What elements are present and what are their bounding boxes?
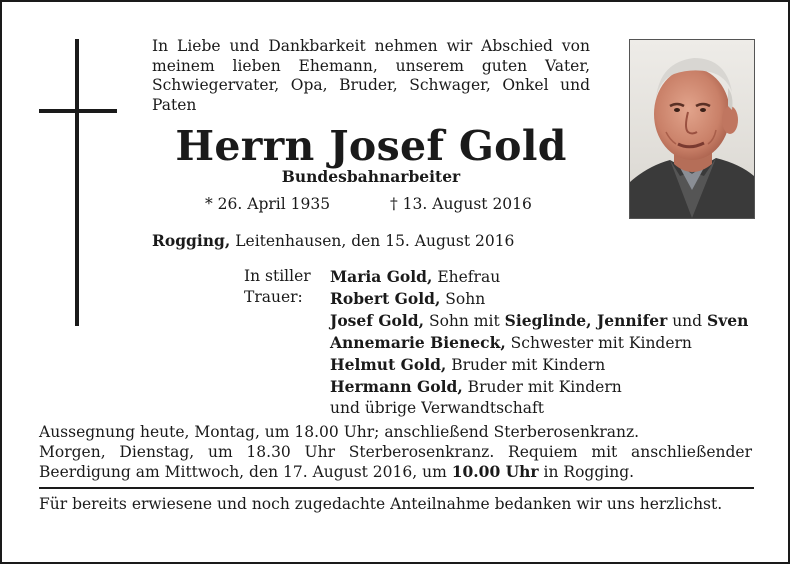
mourner-relation: Bruder mit Kindern	[446, 356, 606, 374]
mourner-name: Josef Gold,	[330, 311, 425, 330]
mourner-relation: Ehefrau	[432, 268, 501, 286]
service-text-end: in Rogging.	[538, 463, 635, 481]
mourner-name: Hermann Gold,	[330, 377, 463, 396]
mourners-label-line: In stiller	[244, 267, 311, 285]
place-and-date	[152, 231, 514, 251]
service-time: 10.00 Uhr	[451, 462, 539, 481]
birth-date: * 26. April 1935	[205, 195, 331, 213]
mourner-name: Helmut Gold,	[330, 355, 447, 374]
occupation: Bundesbahnarbeiter	[281, 167, 461, 186]
mourner-relation: Schwester mit Kindern	[505, 334, 692, 352]
mourner-name: Maria Gold,	[330, 267, 433, 286]
mourner-relation: Sohn mit	[424, 312, 505, 330]
deceased-name: Herrn Josef Gold	[175, 122, 567, 170]
service-text: Morgen, Dienstag, um 18.30 Uhr Sterberosenkranz. Requiem mit anschließender Beerdigung am Mittwoch, den 17. August 2016, um	[39, 443, 752, 481]
intro-text: In Liebe und Dankbarkeit nehmen wir Abschied von meinem lieben Ehemann, unserem guten Vater, Schwiegervater, Opa, Bruder, Schwager, Onkel und Paten	[152, 37, 590, 114]
mourner-relation: Bruder mit Kindern	[462, 378, 622, 396]
mourner-name: Annemarie Bieneck,	[330, 333, 506, 352]
mourner-item	[330, 332, 758, 354]
portrait-photo	[629, 39, 755, 219]
mourner-item	[330, 266, 758, 288]
mourner-item	[330, 288, 758, 310]
death-date: † 13. August 2016	[390, 195, 532, 213]
mourner-relation: und übrige Verwandtschaft	[330, 399, 544, 417]
mourners-label	[244, 266, 324, 308]
mourners-list	[330, 266, 758, 419]
cross-icon-bar	[39, 109, 117, 113]
mourner-item	[330, 376, 758, 398]
mourner-item	[330, 310, 758, 332]
mourner-name: Robert Gold,	[330, 289, 441, 308]
mourner-name: Sieglinde, Jennifer	[504, 311, 668, 330]
service-info	[39, 422, 752, 482]
mourners-label-line: Trauer:	[244, 288, 303, 306]
mourner-name: Sven	[707, 311, 749, 330]
mourner-item	[330, 398, 758, 419]
thanks-text: Für bereits erwiesene und noch zugedachte Anteilnahme bedanken wir uns herzlichst.	[39, 495, 723, 513]
place-rest: Leitenhausen, den 15. August 2016	[230, 232, 515, 250]
cross-icon	[75, 39, 79, 326]
service-line	[39, 442, 752, 482]
mourner-relation: Sohn	[440, 290, 486, 308]
portrait-image	[630, 40, 754, 218]
mourner-item	[330, 354, 758, 376]
divider	[39, 487, 754, 489]
place-town: Rogging,	[152, 231, 231, 250]
mourner-relation: und	[667, 312, 708, 330]
service-line: Aussegnung heute, Montag, um 18.00 Uhr; anschließend Sterberosenkranz.	[39, 423, 640, 441]
